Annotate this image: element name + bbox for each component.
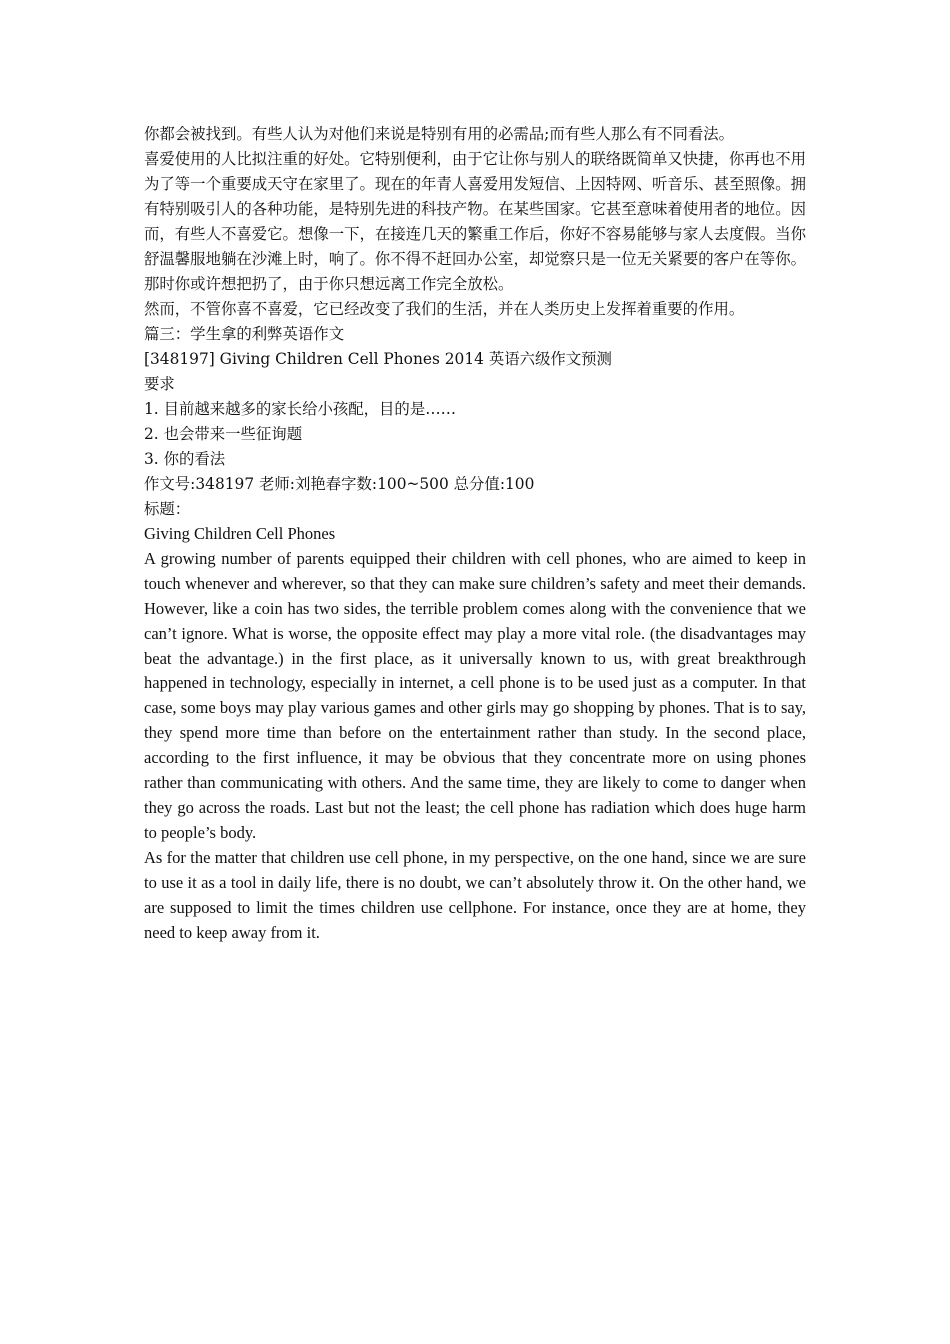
requirements-label: 要求: [144, 375, 175, 393]
essay-paragraph-2: As for the matter that children use cell phone, in my perspective, on the one hand, since we are sure to use it as a tool in daily life, there is no doubt, we can’t absolutely throw it. On the other hand, we are supposed to limit the times children use cellphone. For instance, once they are at home, they need to keep away from it.: [144, 847, 806, 942]
paragraph-benefits: 喜爱使用的人比拟注重的好处。它特别便利，由于它让你与别人的联络既简单又快捷，你再也不用为了等一个重要成天守在家里了。现在的年青人喜爱用发短信、上因特网、听音乐、甚至照像。拥有特别吸引人的各种功能，是特别先进的科技产物。在某些国家。它甚至意味着使用者的地位。因而，有些人不喜爱它。想像一下，在接连几天的繁重工作后，你好不容易能够与家人去度假。当你舒温馨服地躺在沙滩上时，响了。你不得不赶回办公室，却觉察只是一位无关紧要的客户在等你。那时你或许想把扔了，由于你只想远离工作完全放松。: [144, 150, 806, 293]
section-heading: 篇三：学生拿的利弊英语作文: [144, 325, 345, 343]
paragraph-conclusion: 然而，不管你喜不喜爱，它已经改变了我们的生活，并在人类历史上发挥着重要的作用。: [144, 300, 745, 318]
paragraph-intro-continued: 你都会被找到。有些人认为对他们来说是特别有用的必需品;而有些人那么有不同看法。: [144, 125, 735, 143]
requirement-item-3: 3. 你的看法: [144, 450, 226, 468]
requirement-item-2: 2. 也会带来一些征询题: [144, 425, 303, 443]
essay-meta: 作文号:348197 老师:刘艳春字数:100~500 总分值:100: [144, 475, 535, 493]
essay-title-line: [348197] Giving Children Cell Phones 2014 英语六级作文预测: [144, 350, 612, 368]
title-label: 标题：: [144, 500, 191, 518]
requirement-item-1: 1. 目前越来越多的家长给小孩配，目的是……: [144, 400, 456, 418]
essay-title: Giving Children Cell Phones: [144, 524, 336, 543]
document-body: [144, 122, 806, 945]
essay-paragraph-1: A growing number of parents equipped their children with cell phones, who are aimed to keep in touch whenever and wherever, so that they can make sure children’s safety and meet their demands. However, like a coin has two sides, the terrible problem comes along with the convenience that we can’t ignore. What is worse, the opposite effect may play a more vital role. (the disadvantages may beat the advantage.) in the first place, as it universally known to us, with great breakthrough happened in technology, especially in internet, a cell phone is to be used just as a computer. In that case, some boys may play various games and other girls may go shopping by phones. That is to say, they spend more time than before on the entertainment rather than study. In the second place, according to the first influence, it may be obvious that they concentrate more on using phones rather than communicating with others. And the same time, they are likely to come to danger when they go across the roads. Last but not the least; the cell phone has radiation which does huge harm to people’s body.: [144, 548, 806, 842]
